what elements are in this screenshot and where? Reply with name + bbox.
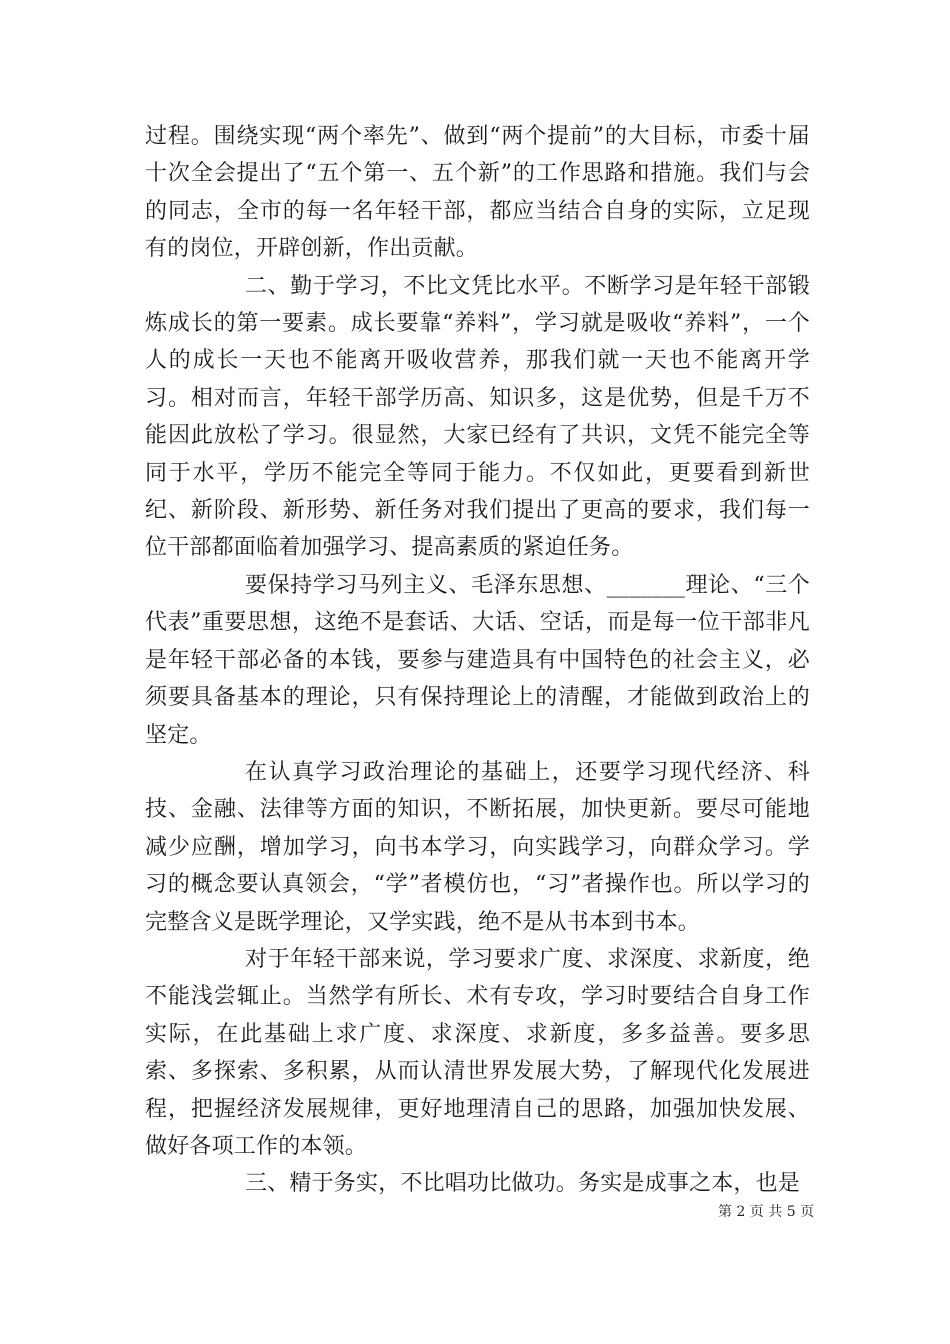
paragraph-knowledge-study: 在认真学习政治理论的基础上，还要学习现代经济、科技、金融、法律等方面的知识，不断拓展，加快更新。要尽可能地减少应酬，增加学习，向书本学习，向实践学习，向群众学习。学习的概念要认真领会，“学”者模仿也，“习”者操作也。所以学习的完整含义是既学理论，又学实践，绝不是从书本到书本。 [145, 759, 810, 935]
paragraph-section-two-heading: 二、勤于学习，不比文凭比水平。不断学习是年轻干部锻炼成长的第一要素。成长要靠“养料”，学习就是吸收“养料”，一个人的成长一天也不能离开吸收营养，那我们就一天也不能离开学习。相对而言，年轻干部学历高、知识多，这是优势，但是千万不能因此放松了学习。很显然，大家已经有了共识，文凭不能完全等同于水平，学历不能完全等同于能力。不仅如此，更要看到新世纪、新阶段、新形势、新任务对我们提出了更高的要求，我们每一位干部都面临着加强学习、提高素质的紧迫任务。 [145, 273, 810, 561]
page-number-footer: 第 2 页 共 5 页 [718, 1204, 815, 1220]
paragraph-continuation: 过程。围绕实现“两个率先”、做到“两个提前”的大目标，市委十届十次全会提出了“五个第一、五个新”的工作思路和措施。我们与会的同志，全市的每一名年轻干部，都应当结合自身的实际，立足现有的岗位，开辟创新，作出贡献。 [145, 124, 810, 262]
paragraph-section-three-heading: 三、精于务实，不比唱功比做功。务实是成事之本，也是 [245, 1171, 801, 1197]
paragraph-theory-study: 要保持学习马列主义、毛泽东思想、_______理论、“三个代表”重要思想，这绝不是套话、大话、空话，而是每一位干部非凡是年轻干部必备的本钱，要参与建造具有中国特色的社会主义，必须要具备基本的理论，只有保持理论上的清醒，才能做到政治上的坚定。 [145, 572, 810, 748]
paragraph-study-depth: 对于年轻干部来说，学习要求广度、求深度、求新度，绝不能浅尝辄止。当然学有所长、术有专攻，学习时要结合自身工作实际，在此基础上求广度、求深度、求新度，多多益善。要多思索、多探索、多积累，从而认清世界发展大势，了解现代化发展进程，把握经济发展规律，更好地理清自己的思路，加强加快发展、做好各项工作的本领。 [145, 946, 810, 1159]
document-body [145, 118, 810, 1203]
